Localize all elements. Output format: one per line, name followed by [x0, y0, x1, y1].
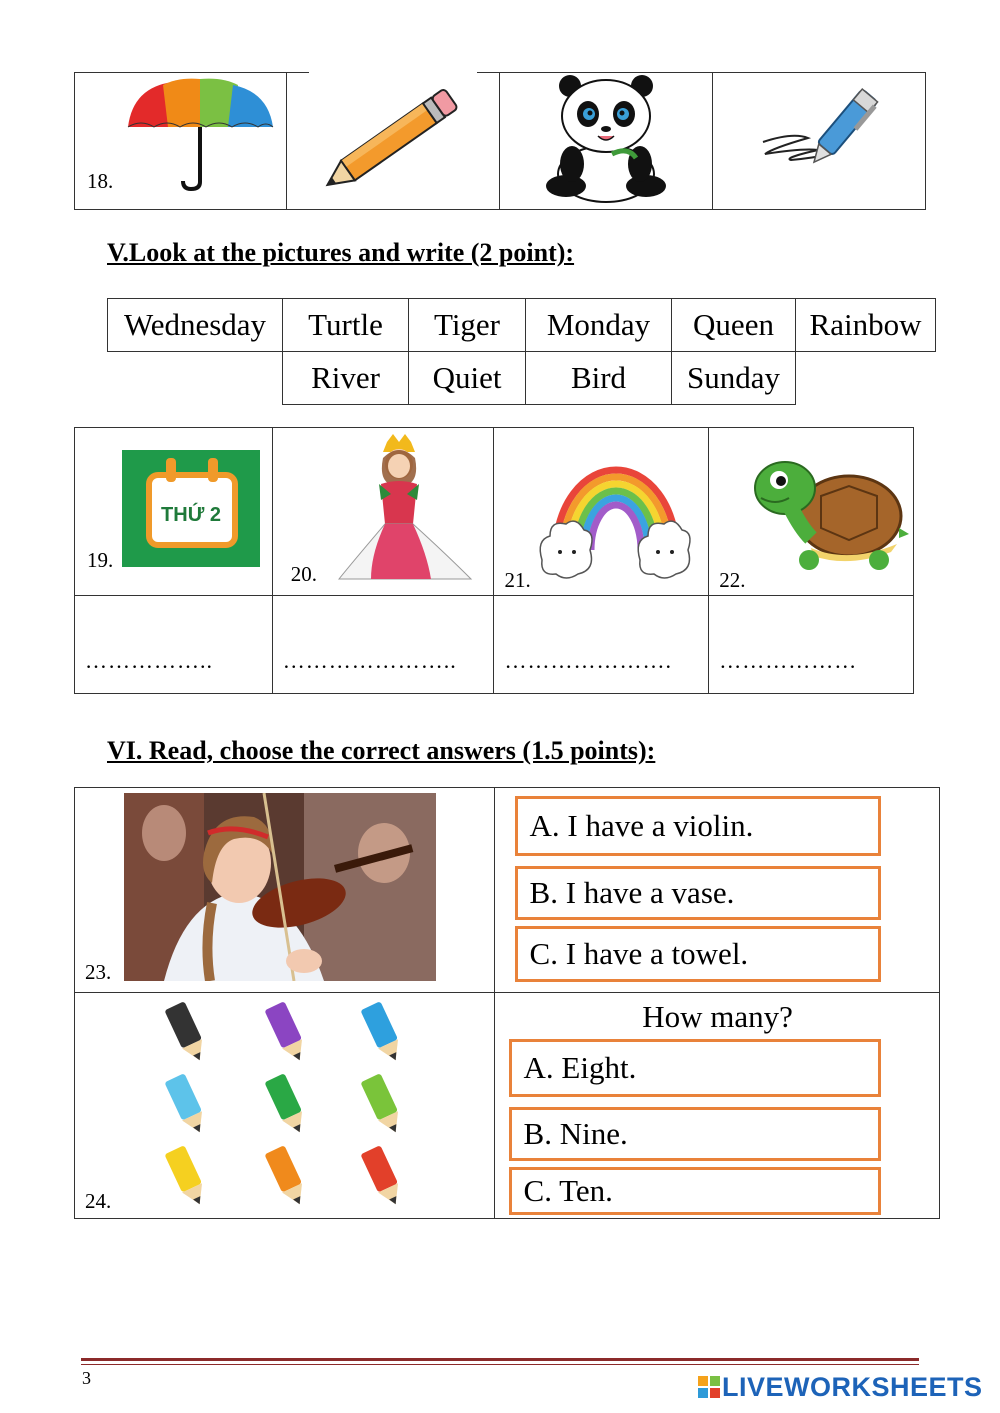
item-number: 18. [87, 169, 114, 193]
answer-cell-19[interactable] [75, 596, 273, 694]
footer-rule-thin [81, 1364, 919, 1365]
write-table [74, 427, 914, 694]
queen-icon [331, 434, 476, 584]
word-bank-word: Bird [526, 352, 672, 405]
q23-option-a[interactable]: A. I have a violin. [515, 796, 881, 856]
word-bank-word: Quiet [409, 352, 526, 405]
cell-q24-options [494, 993, 939, 1219]
word-bank-word: Monday [526, 299, 672, 352]
liveworksheets-brand[interactable]: LIVEWORKSHEETS [722, 1372, 983, 1402]
section-5-heading: V.Look at the pictures and write (2 point): [107, 238, 575, 267]
answer-cell-20[interactable] [272, 596, 494, 694]
item-number: 21. [504, 568, 531, 592]
cell-q24-picture [75, 993, 495, 1219]
panda-icon [500, 74, 712, 204]
cell-item-22 [709, 428, 914, 596]
umbrella-icon [123, 77, 278, 192]
q24-option-a[interactable]: A. Eight. [509, 1039, 881, 1097]
item-number: 22. [719, 568, 746, 592]
item-number: 23. [85, 960, 112, 984]
page-number: 3 [82, 1368, 91, 1388]
pen-icon [713, 74, 925, 204]
answer-blank: …………………. [504, 648, 672, 673]
cell-q23-options [494, 788, 939, 993]
answer-blank: ……………… [719, 648, 858, 673]
word-bank-empty [796, 352, 936, 405]
answer-cell-21[interactable] [494, 596, 709, 694]
cell-pen [713, 73, 926, 210]
item-number: 20. [290, 562, 317, 586]
turtle-icon [751, 448, 911, 578]
word-bank-empty [108, 352, 283, 405]
q23-option-c[interactable]: C. I have a towel. [515, 926, 881, 982]
word-bank-word: River [283, 352, 409, 405]
q24-question: How many? [642, 999, 793, 1034]
answer-blank: …………….. [85, 648, 213, 673]
q23-option-b[interactable]: B. I have a vase. [515, 866, 881, 920]
picture-row-table [74, 72, 926, 210]
calendar-icon [122, 450, 260, 567]
section-6-heading: VI. Read, choose the correct answers (1.5 points): [107, 736, 656, 765]
word-bank-word: Queen [672, 299, 796, 352]
word-bank-word: Sunday [672, 352, 796, 405]
colored-pencils-image [147, 999, 437, 1211]
item-number: 19. [87, 548, 114, 572]
cell-q23-picture [75, 788, 495, 993]
cell-panda [500, 73, 713, 210]
border-gap [309, 68, 477, 75]
choose-table [74, 787, 940, 1219]
word-bank-word: Rainbow [796, 299, 936, 352]
answer-blank: ………………….. [282, 648, 457, 673]
rainbow-icon [536, 440, 696, 585]
word-bank-word: Turtle [283, 299, 409, 352]
item-number: 24. [85, 1189, 112, 1213]
cell-item-21 [494, 428, 709, 596]
cell-item-20 [272, 428, 494, 596]
word-bank-table [107, 298, 936, 405]
liveworksheets-logo-icon [698, 1376, 720, 1398]
q24-option-b[interactable]: B. Nine. [509, 1107, 881, 1161]
q24-option-c[interactable]: C. Ten. [509, 1167, 881, 1215]
footer-rule [81, 1358, 919, 1361]
answer-cell-22[interactable] [709, 596, 914, 694]
cell-umbrella [75, 73, 287, 210]
cell-item-19 [75, 428, 273, 596]
word-bank-word: Wednesday [108, 299, 283, 352]
pencil-icon [287, 74, 499, 204]
cell-pencil [287, 73, 500, 210]
violin-girl-photo [124, 793, 436, 981]
word-bank-word: Tiger [409, 299, 526, 352]
calendar-text: THỨ 2 [161, 504, 221, 526]
